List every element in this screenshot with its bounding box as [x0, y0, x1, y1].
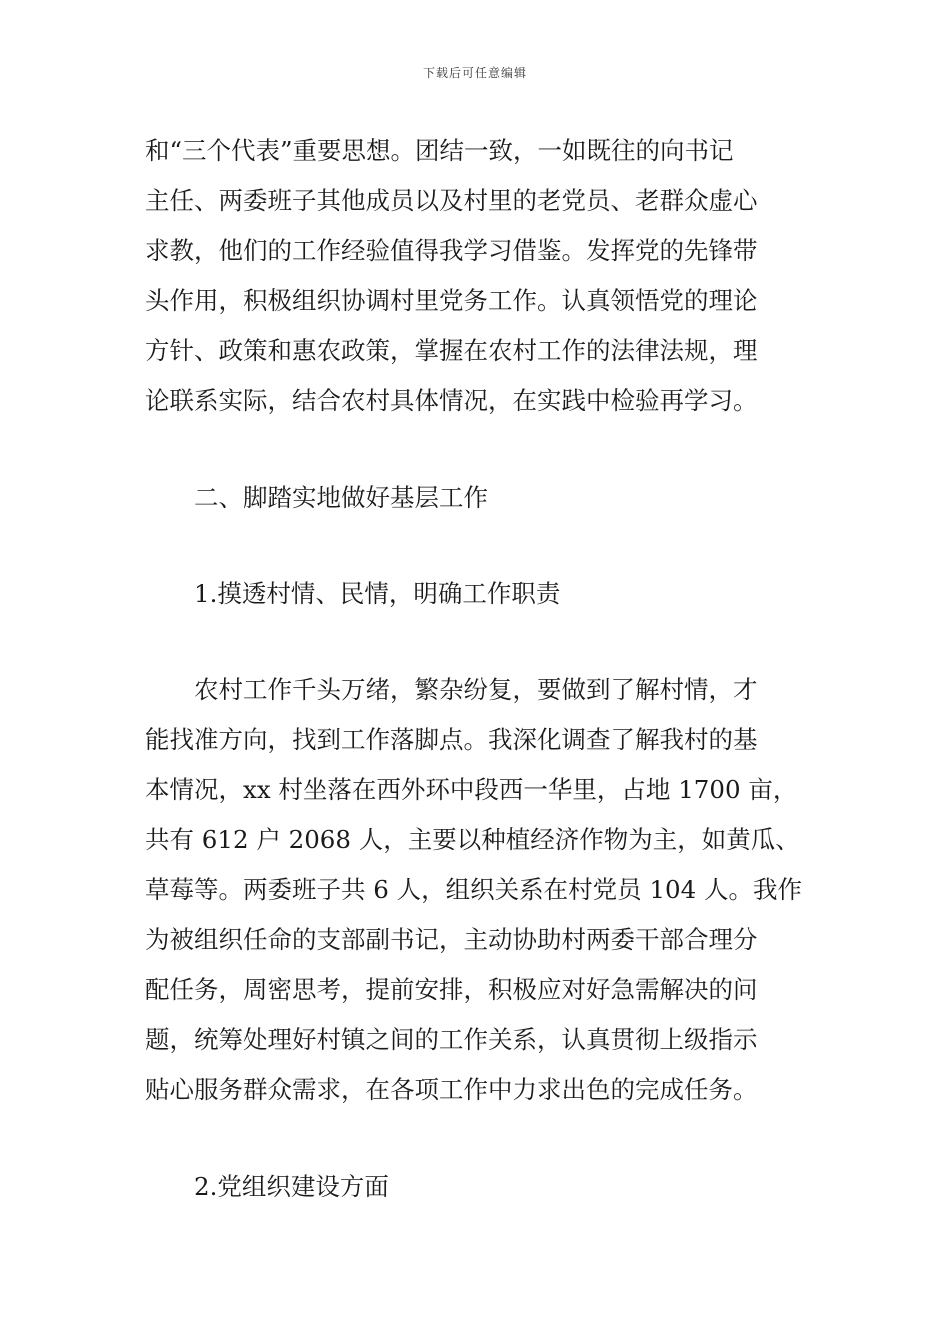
text-line: 配任务，周密思考，提前安排，积极应对好急需解决的问: [145, 975, 758, 1004]
text-line: 论联系实际，结合农村具体情况，在实践中检验再学习。: [145, 386, 758, 415]
text-line: 贴心服务群众需求，在各项工作中力求出色的完成任务。: [145, 1075, 758, 1104]
paragraph-village-situation: [145, 665, 810, 1115]
text-line: 能找准方向，找到工作落脚点。我深化调查了解我村的基: [145, 725, 758, 754]
text-line: 头作用，积极组织协调村里党务工作。认真领悟党的理论: [145, 286, 758, 315]
text-line: 本情况，xx 村坐落在西外环中段西一华里，占地 1700 亩，: [145, 775, 798, 804]
subsection-heading-party-building: 2.党组织建设方面: [194, 1172, 389, 1201]
text-line: 和“三个代表”重要思想。团结一致，一如既往的向书记: [145, 136, 734, 165]
subsection-heading-village-situation: 1.摸透村情、民情，明确工作职责: [194, 579, 561, 608]
section-heading-grassroots-work: 二、脚踏实地做好基层工作: [194, 483, 488, 512]
paragraph-party-study: [145, 126, 810, 426]
text-line: 方针、政策和惠农政策，掌握在农村工作的法律法规，理: [145, 336, 758, 365]
page-header-note: 下载后可任意编辑: [422, 66, 527, 80]
text-line: 求教，他们的工作经验值得我学习借鉴。发挥党的先锋带: [145, 236, 758, 265]
document-body: [145, 126, 810, 1212]
text-line: 题，统筹处理好村镇之间的工作关系，认真贯彻上级指示: [145, 1025, 758, 1054]
text-line: 共有 612 户 2068 人，主要以种植经济作物为主，如黄瓜、: [145, 825, 800, 854]
text-line: 主任、两委班子其他成员以及村里的老党员、老群众虚心: [145, 186, 758, 215]
text-line: 为被组织任命的支部副书记，主动协助村两委干部合理分: [145, 925, 758, 954]
text-line: 农村工作千头万绪，繁杂纷复，要做到了解村情，才: [194, 675, 758, 704]
text-line: 草莓等。两委班子共 6 人，组织关系在村党员 104 人。我作: [145, 875, 802, 904]
